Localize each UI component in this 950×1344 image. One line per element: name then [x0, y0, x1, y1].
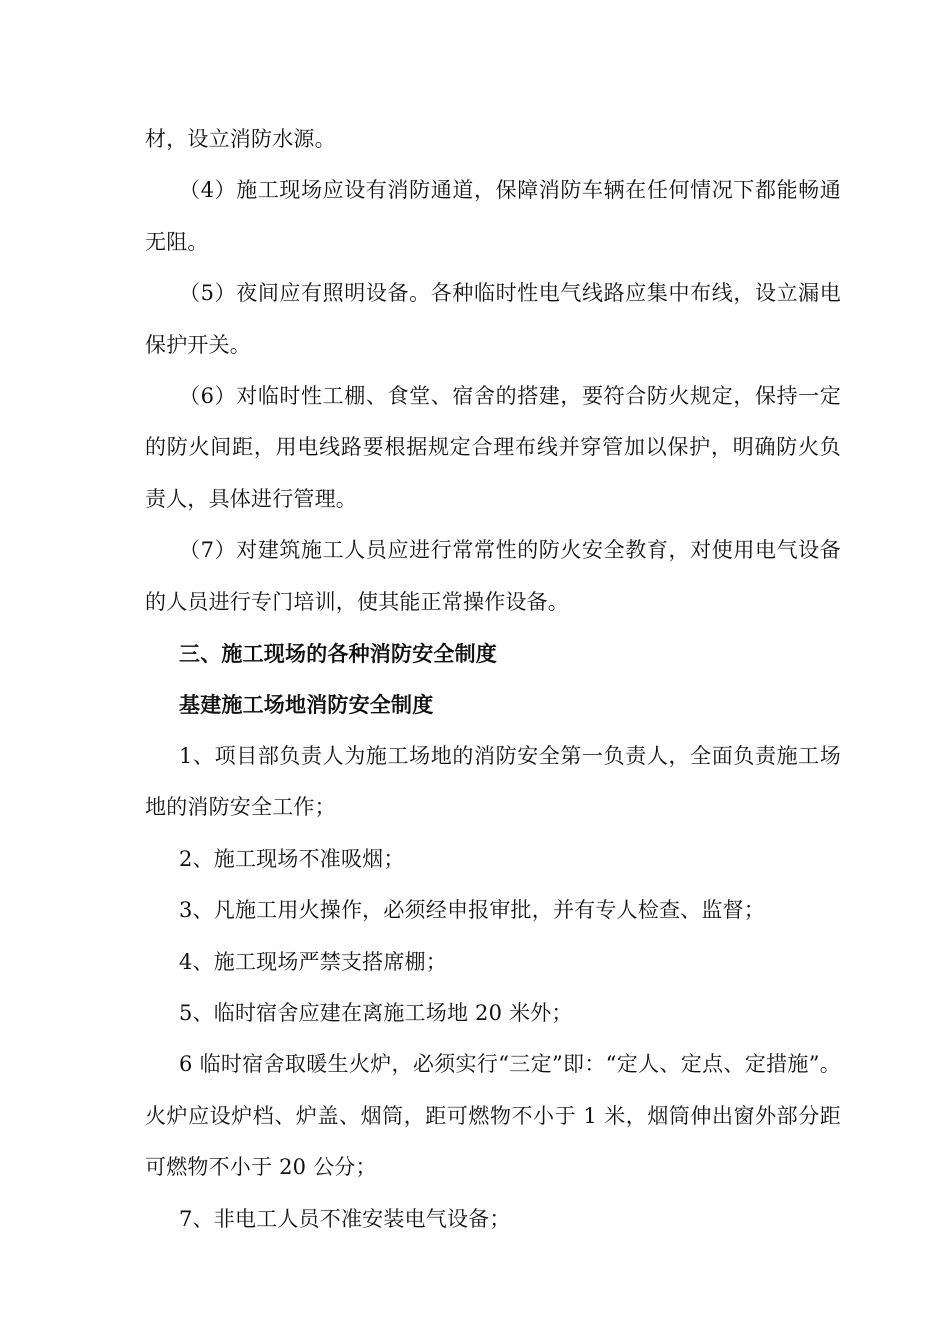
rule-item-2: 2、施工现场不准吸烟；: [179, 846, 405, 871]
document-body: [145, 114, 841, 1245]
rule-item-4: 4、施工现场严禁支搭席棚；: [179, 949, 447, 974]
rule-item-7: 7、非电工人员不准安装电气设备；: [179, 1206, 511, 1231]
subsection-heading: 基建施工场地消防安全制度: [179, 692, 434, 718]
paragraph-item-7: （7）对建筑施工人员应进行常常性的防火安全教育，对使用电气设备的人员进行专门培训，使其能正常操作设备。: [145, 538, 841, 614]
paragraph-continuation: 材，设立消防水源。: [145, 127, 336, 151]
section-heading: 三、施工现场的各种消防安全制度: [179, 641, 497, 667]
rule-item-5: 5、临时宿舍应建在离施工场地 20 米外；: [179, 1000, 573, 1025]
rule-item-3: 3、凡施工用火操作，必须经申报审批，并有专人检查、监督；: [179, 898, 765, 923]
rule-item-6: 6 临时宿舍取暖生火炉，必须实行“三定”即：“定人、定点、定措施”。火炉应设炉档、炉盖、烟筒，距可燃物不小于 1 米，烟筒伸出窗外部分距可燃物不小于 20 公分；: [145, 1052, 841, 1180]
paragraph-item-4: （4）施工现场应设有消防通道，保障消防车辆在任何情况下都能畅通无阻。: [145, 178, 841, 254]
paragraph-item-6: （6）对临时性工棚、食堂、宿舍的搭建，要符合防火规定，保持一定的防火间距，用电线路要根据规定合理布线并穿管加以保护，明确防火负责人，具体进行管理。: [145, 384, 841, 511]
rule-item-1: 1、项目部负责人为施工场地的消防安全第一负责人，全面负责施工场地的消防安全工作；: [145, 743, 841, 820]
paragraph-item-5: （5）夜间应有照明设备。各种临时性电气线路应集中布线，设立漏电保护开关。: [145, 281, 841, 357]
